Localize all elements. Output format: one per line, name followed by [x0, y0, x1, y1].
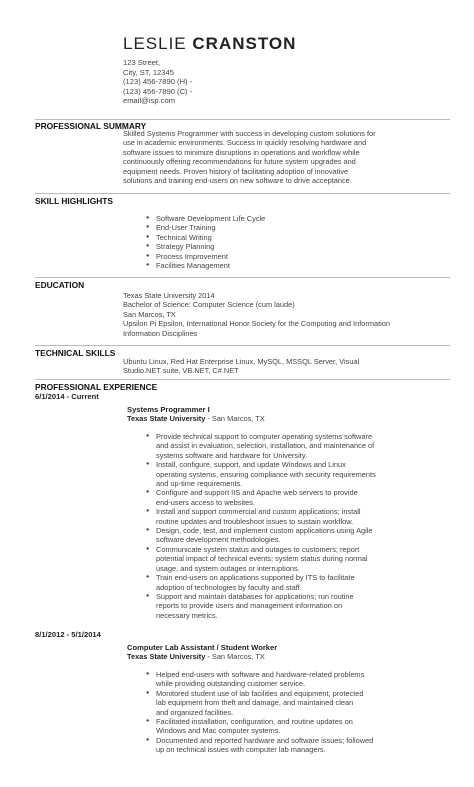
- job-bullet: ● Configure and support IIS and Apache web servers to provide end-users access to websites.: [146, 488, 376, 507]
- skill-item: ● End-User Training: [146, 223, 265, 232]
- technical-heading: TECHNICAL SKILLS: [35, 348, 116, 358]
- summary-line: equipment needs. Proven history of facilitating adoption of innovative: [123, 166, 349, 176]
- summary-heading: PROFESSIONAL SUMMARY: [35, 121, 147, 131]
- section-divider: [35, 119, 450, 120]
- school-name: Texas State University 2014: [123, 291, 215, 300]
- job-dates: 8/1/2012 - 5/1/2014: [35, 630, 101, 639]
- city-state-zip: City, ST, 12345: [123, 67, 174, 77]
- job-bullet: ● Install, configure, support, and update Windows and Linux operating systems, ensuring compliance with security requirements and up-time requirements.: [146, 460, 376, 488]
- job-dates: 6/1/2014 - Current: [35, 392, 99, 401]
- job-bullet: ● Facilitated installation, configuration, and routine updates on Windows and Mac computer systems.: [146, 717, 373, 736]
- summary-line: continuously offering recommendations for future system upgrades and: [123, 157, 356, 167]
- summary-line: software issues to minimize disruptions in operations and workflow while: [123, 147, 360, 157]
- job-bullet: ● Documented and reported hardware and software issues; followed up on technical issues with computer lab managers.: [146, 736, 373, 755]
- job-bullet: ● Support and maintain databases for applications; run routine reports to provide users and management information on necessary metrics.: [146, 592, 376, 620]
- employer-location: - San Marcos, TX: [205, 414, 265, 423]
- honor-society-cont: Information Disciplines: [123, 328, 198, 338]
- first-name: LESLIE: [123, 34, 187, 53]
- honor-society: Upsilon Pi Epsilon, International Honor Society for the Computing and Information: [123, 319, 391, 329]
- technical-text: [123, 357, 453, 376]
- cell-phone: (123) 456-7890 (C) -: [123, 86, 193, 96]
- employer-name: Texas State University: [127, 652, 206, 661]
- summary-text: [123, 129, 453, 185]
- skill-item: ● Software Development Life Cycle: [146, 214, 265, 223]
- job-bullet: ● Provide technical support to computer operating systems software and assist in evaluation, selection, installation, and maintenance of systems software and hardware for University.: [146, 432, 376, 460]
- job-bullet: ● Install and support commercial and custom applications; install routine updates and troubleshoot issues to sustain workflow.: [146, 507, 376, 526]
- technical-line: Studio.NET suite, VB.NET, C#.NET: [123, 366, 239, 376]
- section-divider: [35, 345, 450, 346]
- summary-line: solutions and training end-users on new software to drive acceptance.: [123, 176, 352, 186]
- section-divider: [35, 277, 450, 278]
- technical-line: Ubuntu Linux, Red Hat Enterprise Linux, MySQL, MSSQL Server, Visual: [123, 357, 360, 366]
- skill-item: ● Strategy Planning: [146, 242, 265, 251]
- last-name: CRANSTON: [192, 34, 297, 53]
- summary-line: use in academic environments. Success in quickly resolving hardware and: [123, 138, 367, 148]
- education-text: [123, 291, 453, 338]
- job-title: Systems Programmer I: [127, 405, 210, 414]
- home-phone: (123) 456-7890 (H) -: [123, 77, 193, 87]
- skills-list: [146, 214, 265, 270]
- skill-item: ● Facilities Management: [146, 261, 265, 270]
- section-divider: [35, 193, 450, 194]
- skill-item: ● Process Improvement: [146, 252, 265, 261]
- experience-heading: PROFESSIONAL EXPERIENCE: [35, 382, 158, 392]
- job-bullets: [146, 432, 376, 620]
- job-bullet: ● Communicate system status and outages to customers; report potential impact of technical events; system status during normal usage, and system outages or interruptions.: [146, 545, 376, 573]
- skills-heading: SKILL HIGHLIGHTS: [35, 196, 114, 206]
- job-bullet: ● Design, code, test, and implement custom applications using Agile software development methodologies.: [146, 526, 376, 545]
- skill-item: ● Technical Writing: [146, 233, 265, 242]
- employer-location: - San Marcos, TX: [205, 652, 265, 661]
- contact-block: [123, 58, 192, 106]
- section-divider: [35, 379, 450, 380]
- job-bullet: ● Monitored student use of lab facilities and equipment, protected lab equipment from theft and damage, and maintained clean and organized facilities.: [146, 689, 373, 717]
- degree: Bachelor of Science: Computer Science (cum laude): [123, 300, 295, 310]
- summary-line: Skilled Systems Programmer with success in developing custom solutions for: [123, 129, 376, 138]
- email-address: email@isp.com: [123, 96, 176, 106]
- job-bullets: [146, 670, 373, 755]
- job-employer: [127, 652, 265, 661]
- school-location: San Marcos, TX: [123, 309, 176, 319]
- job-bullet: ● Train end-users on applications supported by ITS to facilitate adoption of technologies by faculty and staff.: [146, 573, 376, 592]
- job-title: Computer Lab Assistant / Student Worker: [127, 643, 278, 652]
- job-bullet: ● Helped end-users with software and hardware-related problems while providing outstanding customer service.: [146, 670, 373, 689]
- employer-name: Texas State University: [127, 414, 206, 423]
- candidate-name: [123, 34, 296, 54]
- job-employer: [127, 414, 265, 423]
- education-heading: EDUCATION: [35, 280, 85, 290]
- street-address: 123 Street,: [123, 58, 161, 67]
